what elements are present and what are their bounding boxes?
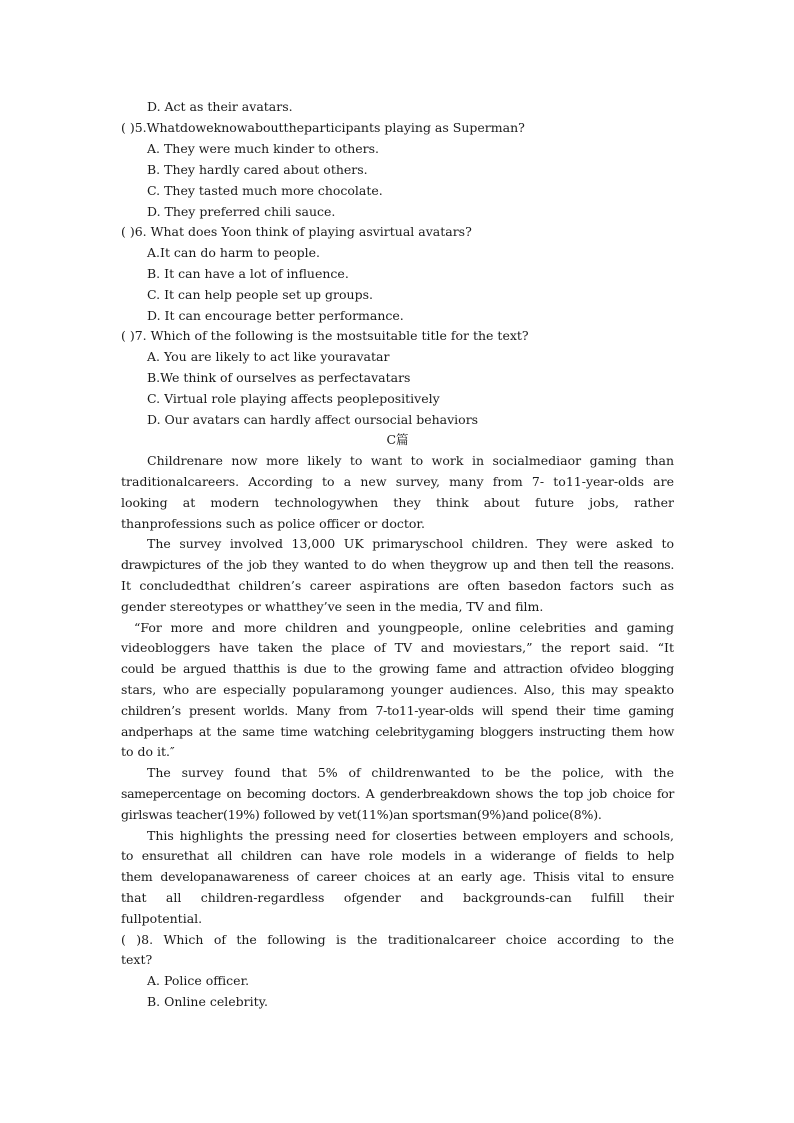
passage-line: “For more and more children and youngpeople, online celebrities and gaming <box>134 620 674 635</box>
q6-stem: ( )6. What does Yoon think of playing asvirtual avatars? <box>121 224 472 239</box>
passage-line: thanprofessions such as police officer or doctor. <box>121 516 425 531</box>
passage-line: looking at modern technologywhen they think about future jobs, rather <box>121 495 674 510</box>
q8-stem-continued: text? <box>121 952 153 967</box>
passage-line: could be argued thatthis is due to the growing fame and attraction ofvideo blogging <box>121 661 674 676</box>
q7-option-a: A. You are likely to act like youravatar <box>147 349 390 364</box>
q8-option-b: B. Online celebrity. <box>147 994 269 1009</box>
q7-option-b: B.We think of ourselves as perfectavatars <box>147 370 411 385</box>
passage-line: stars, who are especially popularamong younger audiences. Also, this may speakto <box>121 682 674 697</box>
passage-line: The survey involved 13,000 UK primaryschool children. They were asked to <box>147 536 674 551</box>
passage-line: drawpictures of the job they wanted to do when theygrow up and then tell the reasons. <box>121 557 674 572</box>
q5-option-c: C. They tasted much more chocolate. <box>147 183 383 198</box>
passage-line: The survey found that 5% of childrenwanted to be the police, with the <box>147 765 674 780</box>
passage-line: samepercentage on becoming doctors. A genderbreakdown shows the top job choice for <box>121 786 674 801</box>
passage-line: to ensurethat all children can have role models in a widerange of fields to help <box>121 848 674 863</box>
passage-line: gender stereotypes or whatthey’ve seen in the media, TV and film. <box>121 599 544 614</box>
passage-line: to do it.″ <box>121 744 175 759</box>
passage-line: traditionalcareers. According to a new survey, many from 7- to11-year-olds are <box>121 474 674 489</box>
q5-stem: ( )5.Whatdoweknowabouttheparticipants playing as Superman? <box>121 120 525 135</box>
q5-option-b: B. They hardly cared about others. <box>147 162 368 177</box>
passage-line: Childrenare now more likely to want to work in socialmediaor gaming than <box>147 453 674 468</box>
q6-option-d: D. It can encourage better performance. <box>147 308 404 323</box>
passage-line: fullpotential. <box>121 911 203 926</box>
q5-option-d: D. They preferred chili sauce. <box>147 204 336 219</box>
q5-option-a: A. They were much kinder to others. <box>147 141 380 156</box>
passage-line: andperhaps at the same time watching celebritygaming bloggers instructing them how <box>121 724 674 739</box>
q7-option-d: D. Our avatars can hardly affect oursocial behaviors <box>147 412 479 427</box>
passage-line: children’s present worlds. Many from 7-to11-year-olds will spend their time gaming <box>121 703 674 718</box>
q7-option-c: C. Virtual role playing affects peoplepositively <box>147 391 440 406</box>
section-title: C篇 <box>386 432 409 447</box>
passage-line: them developanawareness of career choices at an early age. Thisis vital to ensure <box>121 869 674 884</box>
q7-stem: ( )7. Which of the following is the mostsuitable title for the text? <box>121 328 529 343</box>
passage-line: This highlights the pressing need for closerties between employers and schools, <box>147 828 674 843</box>
q8-option-a: A. Police officer. <box>147 973 250 988</box>
q6-option-b: B. It can have a lot of influence. <box>147 266 349 281</box>
passage-line: that all children-regardless ofgender and backgrounds-can fulfill their <box>121 890 674 905</box>
q4-option-d: D. Act as their avatars. <box>147 99 293 114</box>
passage-line: videobloggers have taken the place of TV and moviestars,” the report said. “It <box>121 640 674 655</box>
q6-option-a: A.It can do harm to people. <box>147 245 321 260</box>
q6-option-c: C. It can help people set up groups. <box>147 287 373 302</box>
passage-line: It concludedthat children’s career aspirations are often basedon factors such as <box>121 578 674 593</box>
passage-line: girlswas teacher(19%) followed by vet(11%)an sportsman(9%)and police(8%). <box>121 807 602 822</box>
q8-stem: ( )8. Which of the following is the traditionalcareer choice according to the <box>121 932 674 947</box>
